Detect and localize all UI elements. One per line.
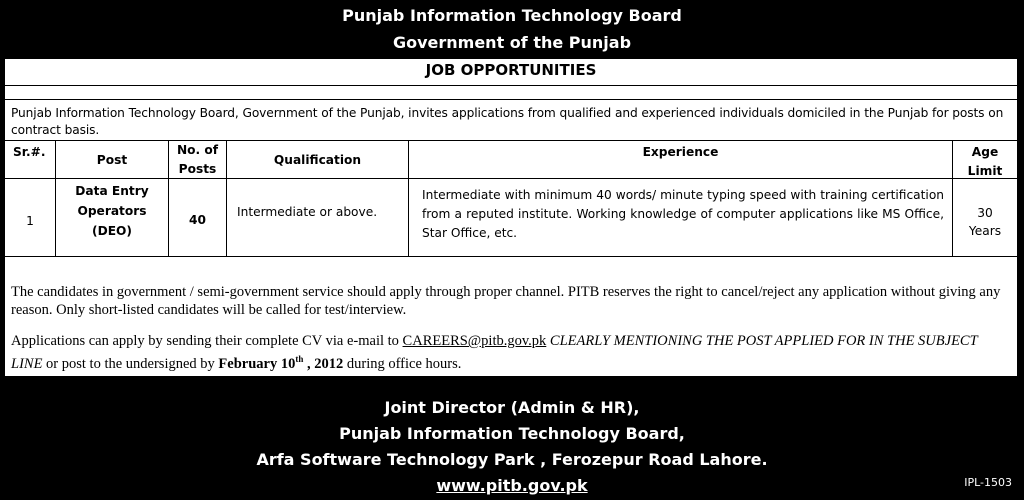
header-line-1: Punjab Information Technology Board [342,6,682,25]
deadline-date-sup: th [295,354,304,364]
title-divider [5,85,1017,86]
panel-top-border [5,58,1017,59]
note-p2-e: during office hours. [343,355,462,372]
row-post-l1: Data Entry [75,184,149,198]
row-sr: 1 [26,214,34,228]
note-p2-c: or post to the undersigned by [42,355,219,372]
table-header-divider [5,178,1017,179]
header-qualification: Qualification [273,153,362,167]
row-posts: 40 [189,213,206,227]
note-paragraph-1: The candidates in government / semi-government service should apply through proper channel. PITB reserves the right to cancel/reject any application without giving any reason. Only short-listed candidates will be called for test/interview. [11,284,1001,318]
header-line-2: Government of the Punjab [392,33,632,52]
row-qualification: Intermediate or above. [237,205,378,219]
note-p2-emphasis: CLEARLY MENTIONING THE POST APPLIED FOR IN THE SUBJECT LINE [11,333,978,372]
intro-divider [5,99,1017,100]
deadline-date: February 10 [218,355,296,372]
col-divider [168,140,169,257]
header-posts-l2: Posts [178,162,217,176]
footer-line-2: Punjab Information Technology Board, [339,424,685,443]
row-age-l2: Years [968,224,1002,238]
header-posts-l1: No. of [176,143,219,157]
row-post-l3: (DEO) [92,224,132,238]
header-experience: Experience [642,145,719,159]
row-experience: Intermediate with minimum 40 words/ minute typing speed with training certification from a reputed institute. Working knowledge of computer applications like MS Office, Star Office, etc. [422,188,944,240]
note-paragraph-2 [11,332,1011,373]
deadline-year: , 2012 [303,355,344,372]
header-age-l2: Limit [967,164,1003,178]
header-sr: Sr.#. [13,145,46,159]
website-link[interactable]: www.pitb.gov.pk [436,476,588,495]
footer-line-3: Arfa Software Technology Park , Ferozepur Road Lahore. [256,450,768,469]
row-age-l1: 30 [977,206,993,220]
header-age-l1: Age [971,145,999,159]
note-p2-a: Applications can apply by sending their complete CV via e-mail to [11,333,403,349]
intro-text: Punjab Information Technology Board, Government of the Punjab, invites applications from qualified and experienced individuals domiciled in the Punjab for posts on contract basis. [11,106,1004,137]
table-bottom-border [5,256,1017,257]
careers-email-link[interactable]: CAREERS@pitb.gov.pk [402,333,547,349]
page-title: JOB OPPORTUNITIES [425,61,597,79]
reference-code: IPL-1503 [964,476,1012,489]
table-top-border [5,140,1017,141]
row-post-l2: Operators [77,204,147,218]
footer-line-1: Joint Director (Admin & HR), [384,398,640,417]
header-post: Post [96,153,128,167]
ad-panel [5,58,1017,376]
